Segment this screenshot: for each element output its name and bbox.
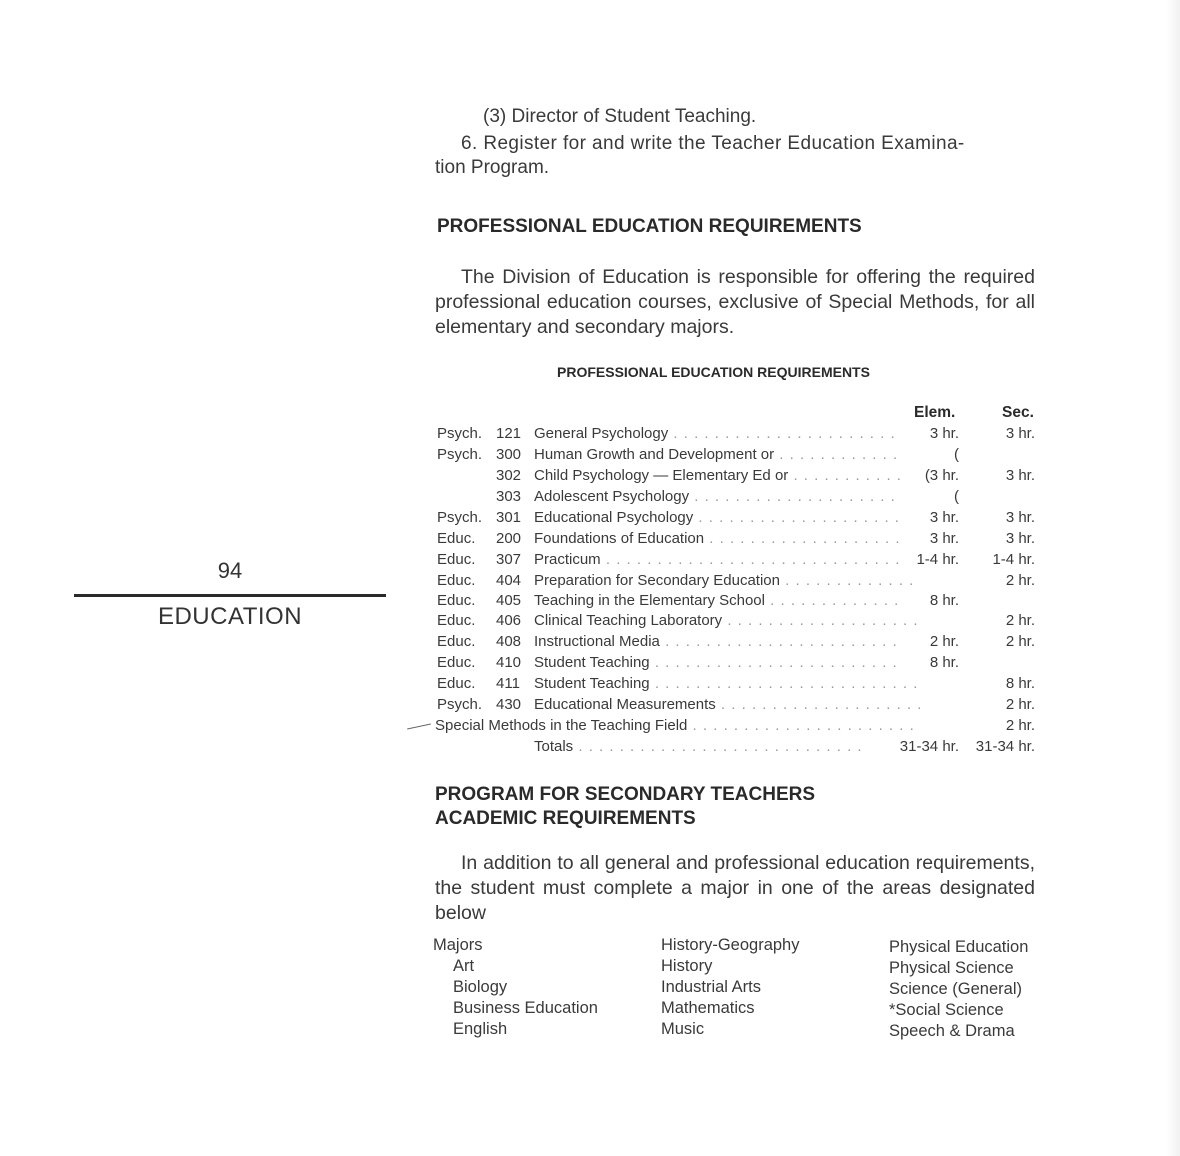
- intro-item-6-line1: 6. Register for and write the Teacher Education Examina-: [461, 133, 965, 154]
- course-row: [433, 425, 1038, 445]
- course-row: [433, 612, 1038, 632]
- course-sec-hours: 1-4 hr.: [992, 551, 1035, 568]
- course-elem-hours: (: [901, 488, 959, 505]
- course-title: Human Growth and Development or . . .: [534, 446, 920, 463]
- course-number: 411: [496, 675, 520, 692]
- course-sec-hours: 3 hr.: [1005, 467, 1035, 484]
- pencil-mark: [407, 724, 431, 730]
- major-item: Mathematics: [661, 999, 755, 1017]
- course-number: 303: [496, 488, 522, 505]
- side-divider: [74, 594, 386, 597]
- course-elem-hours: (: [901, 446, 959, 463]
- course-title: Preparation for Secondary Education . . .: [534, 572, 920, 589]
- secondary-program-heading: PROGRAM FOR SECONDARY TEACHERS: [435, 784, 816, 805]
- course-number: 121: [496, 425, 522, 442]
- course-number: 301: [496, 509, 522, 526]
- intro-item-6-line2: tion Program.: [435, 157, 550, 178]
- course-number: 408: [496, 633, 522, 650]
- course-sec-hours: 2 hr.: [1005, 572, 1035, 589]
- course-number: 406: [496, 612, 522, 629]
- course-row: [433, 696, 1038, 716]
- course-row: [433, 509, 1038, 529]
- course-sec-hours: 3 hr.: [1005, 509, 1035, 526]
- major-item: English: [453, 1020, 508, 1038]
- major-item: Music: [661, 1020, 705, 1038]
- course-number: 302: [496, 467, 522, 484]
- course-row: [433, 633, 1038, 653]
- majors-column-3: [889, 937, 1028, 1042]
- course-row: [433, 467, 1038, 487]
- course-elem-hours: 8 hr.: [901, 592, 959, 609]
- course-title: Foundations of Education . . .: [534, 530, 920, 547]
- majors-label: Majors: [433, 936, 483, 954]
- side-margin: [74, 558, 386, 631]
- major-item: Physical Science: [889, 959, 1014, 977]
- course-dept: Psych.: [437, 446, 483, 463]
- course-title: Educational Measurements . . .: [534, 696, 920, 713]
- special-methods-sec: 2 hr.: [1005, 717, 1035, 734]
- major-item: Business Education: [453, 999, 598, 1017]
- course-elem-hours: (3 hr.: [901, 467, 959, 484]
- course-dept: Educ.: [437, 612, 476, 629]
- course-dept: Educ.: [437, 530, 476, 547]
- column-header-sec: Sec.: [1002, 404, 1034, 421]
- course-number: 404: [496, 572, 522, 589]
- course-row: [433, 572, 1038, 592]
- course-dept: Educ.: [437, 633, 476, 650]
- major-item: Speech & Drama: [889, 1022, 1015, 1040]
- course-title: General Psychology . . .: [534, 425, 920, 442]
- course-dept: Psych.: [437, 425, 483, 442]
- course-row: [433, 675, 1038, 695]
- major-item: Industrial Arts: [661, 978, 761, 996]
- course-elem-hours: 2 hr.: [901, 633, 959, 650]
- section-title: EDUCATION: [157, 603, 303, 630]
- course-row: [433, 488, 1038, 508]
- course-title: Student Teaching . . .: [534, 654, 920, 671]
- course-row: [433, 654, 1038, 674]
- course-number: 430: [496, 696, 522, 713]
- course-dept: Educ.: [437, 551, 476, 568]
- column-header-elem: Elem.: [914, 404, 956, 421]
- course-number: 300: [496, 446, 522, 463]
- course-elem-hours: 3 hr.: [901, 530, 959, 547]
- course-title: Adolescent Psychology . . .: [534, 488, 920, 505]
- table-title: PROFESSIONAL EDUCATION REQUIREMENTS: [557, 364, 870, 380]
- major-item: Physical Education: [889, 938, 1029, 956]
- course-number: 405: [496, 592, 522, 609]
- course-elem-hours: 1-4 hr.: [901, 551, 959, 568]
- course-row: [433, 530, 1038, 550]
- professional-requirements-paragraph: The Division of Education is responsible for offering the required professional education courses, exclusive of Special Methods, for all elementary and secondary majors.: [435, 266, 1035, 338]
- major-item: Biology: [453, 978, 508, 996]
- course-title: Practicum . . .: [534, 551, 920, 568]
- intro-item-3: (3) Director of Student Teaching.: [483, 106, 757, 127]
- course-elem-hours: 3 hr.: [901, 509, 959, 526]
- course-title: Teaching in the Elementary School . . .: [534, 592, 920, 609]
- course-sec-hours: 3 hr.: [1005, 530, 1035, 547]
- course-row: [433, 551, 1038, 571]
- major-item: History-Geography: [661, 936, 800, 954]
- page-edge-shadow: [1166, 0, 1180, 1156]
- course-title: Clinical Teaching Laboratory . . .: [534, 612, 920, 629]
- totals-elem: 31-34 hr.: [863, 738, 959, 755]
- academic-requirements-heading: ACADEMIC REQUIREMENTS: [435, 808, 696, 829]
- totals-sec: 31-34 hr.: [975, 738, 1035, 755]
- course-title: Student Teaching . . .: [534, 675, 920, 692]
- major-item: Art: [453, 957, 475, 975]
- course-sec-hours: 8 hr.: [1005, 675, 1035, 692]
- professional-requirements-heading: PROFESSIONAL EDUCATION REQUIREMENTS: [437, 216, 862, 237]
- course-dept: Educ.: [437, 572, 476, 589]
- course-number: 307: [496, 551, 522, 568]
- course-title: Child Psychology — Elementary Ed or . . .: [534, 467, 920, 484]
- course-sec-hours: 2 hr.: [1005, 633, 1035, 650]
- course-sec-hours: 2 hr.: [1005, 612, 1035, 629]
- majors-column-1: [433, 935, 598, 1038]
- course-title: Instructional Media . . .: [534, 633, 920, 650]
- academic-requirements-paragraph: In addition to all general and professional education requirements, the student must complete a major in one of the areas designated below: [435, 852, 1035, 924]
- course-dept: Educ.: [437, 675, 476, 692]
- major-item: *Social Science: [889, 1001, 1004, 1019]
- course-dept: Psych.: [437, 509, 483, 526]
- course-number: 200: [496, 530, 522, 547]
- course-row: [433, 446, 1038, 466]
- course-sec-hours: 2 hr.: [1005, 696, 1035, 713]
- course-elem-hours: 3 hr.: [901, 425, 959, 442]
- page-number: 94: [217, 558, 243, 583]
- course-elem-hours: 8 hr.: [901, 654, 959, 671]
- course-title: Educational Psychology . . .: [534, 509, 920, 526]
- course-dept: Educ.: [437, 592, 476, 609]
- course-dept: Educ.: [437, 654, 476, 671]
- major-item: Science (General): [889, 980, 1022, 998]
- course-dept: Psych.: [437, 696, 483, 713]
- special-methods-title: Special Methods in the Teaching Field . . .: [435, 717, 920, 734]
- major-item: History: [661, 957, 713, 975]
- totals-row: [433, 738, 1038, 758]
- course-number: 410: [496, 654, 522, 671]
- totals-label: Totals . . .: [534, 738, 873, 755]
- course-row: [433, 592, 1038, 612]
- majors-column-2: [661, 935, 799, 1040]
- special-methods-row: [433, 717, 1038, 737]
- course-sec-hours: 3 hr.: [1005, 425, 1035, 442]
